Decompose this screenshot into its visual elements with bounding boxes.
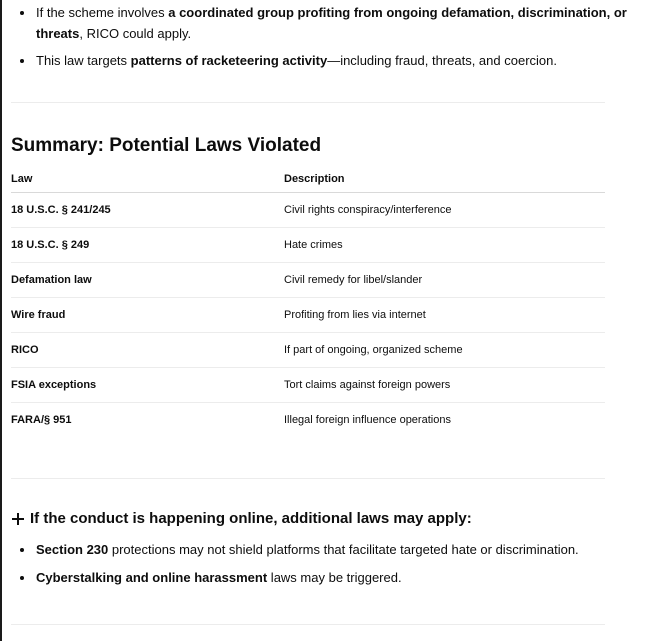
table-row	[11, 333, 605, 368]
left-border	[0, 0, 2, 641]
bullet-text: —including fraud, threats, and coercion.	[327, 53, 557, 68]
section-divider	[11, 624, 605, 625]
table-row	[11, 368, 605, 403]
description-cell: Illegal foreign influence operations	[284, 414, 451, 426]
law-cell: Defamation law	[11, 263, 284, 298]
table-row	[11, 263, 605, 298]
description-cell: Civil rights conspiracy/interference	[284, 193, 605, 228]
law-cell: Wire fraud	[11, 298, 284, 333]
table-row	[11, 228, 605, 263]
description-cell: Profiting from lies via internet	[284, 298, 605, 333]
table-header-row	[11, 166, 605, 193]
online-laws-heading	[11, 509, 472, 529]
bullet-text: laws may be triggered.	[267, 570, 402, 585]
description-cell: Civil remedy for libel/slander	[284, 263, 605, 298]
plus-icon	[11, 512, 25, 526]
table-row	[11, 403, 605, 438]
bullet-text: If the scheme involves	[36, 5, 169, 20]
law-cell: 18 U.S.C. § 241/245	[11, 193, 284, 228]
online-heading-text: If the conduct is happening online, additional laws may apply:	[30, 510, 472, 527]
bullet-text: This law targets	[36, 53, 131, 68]
list-item	[11, 539, 630, 560]
summary-heading: Summary: Potential Laws Violated	[11, 135, 322, 156]
section-divider	[11, 102, 605, 103]
laws-table	[11, 166, 605, 437]
bullet-bold-text: patterns of racketeering activity	[130, 53, 328, 68]
law-cell: RICO	[11, 333, 284, 368]
bullet-bold-text: a coordinated group profiting from ongoing defamation, discrimination, or threats	[36, 5, 627, 41]
section-divider	[11, 478, 605, 479]
list-item	[11, 50, 630, 71]
law-cell: FSIA exceptions	[11, 368, 284, 403]
column-header-law: Law	[11, 166, 284, 193]
description-cell: If part of ongoing, organized scheme	[284, 333, 605, 368]
list-item	[11, 2, 630, 44]
bullet-text: protections may not shield platforms that facilitate targeted hate or discrimination.	[108, 542, 579, 557]
law-cell: FARA/§ 951	[11, 414, 72, 426]
bullet-bold-text: Section 230	[36, 542, 109, 557]
list-item	[11, 567, 630, 588]
description-cell: Hate crimes	[284, 228, 605, 263]
table-row	[11, 193, 605, 228]
bullet-text: , RICO could apply.	[79, 26, 192, 41]
law-cell: 18 U.S.C. § 249	[11, 228, 284, 263]
bullet-bold-text: Cyberstalking and online harassment	[36, 570, 268, 585]
column-header-description: Description	[284, 166, 605, 193]
table-row	[11, 298, 605, 333]
description-cell: Tort claims against foreign powers	[284, 368, 605, 403]
